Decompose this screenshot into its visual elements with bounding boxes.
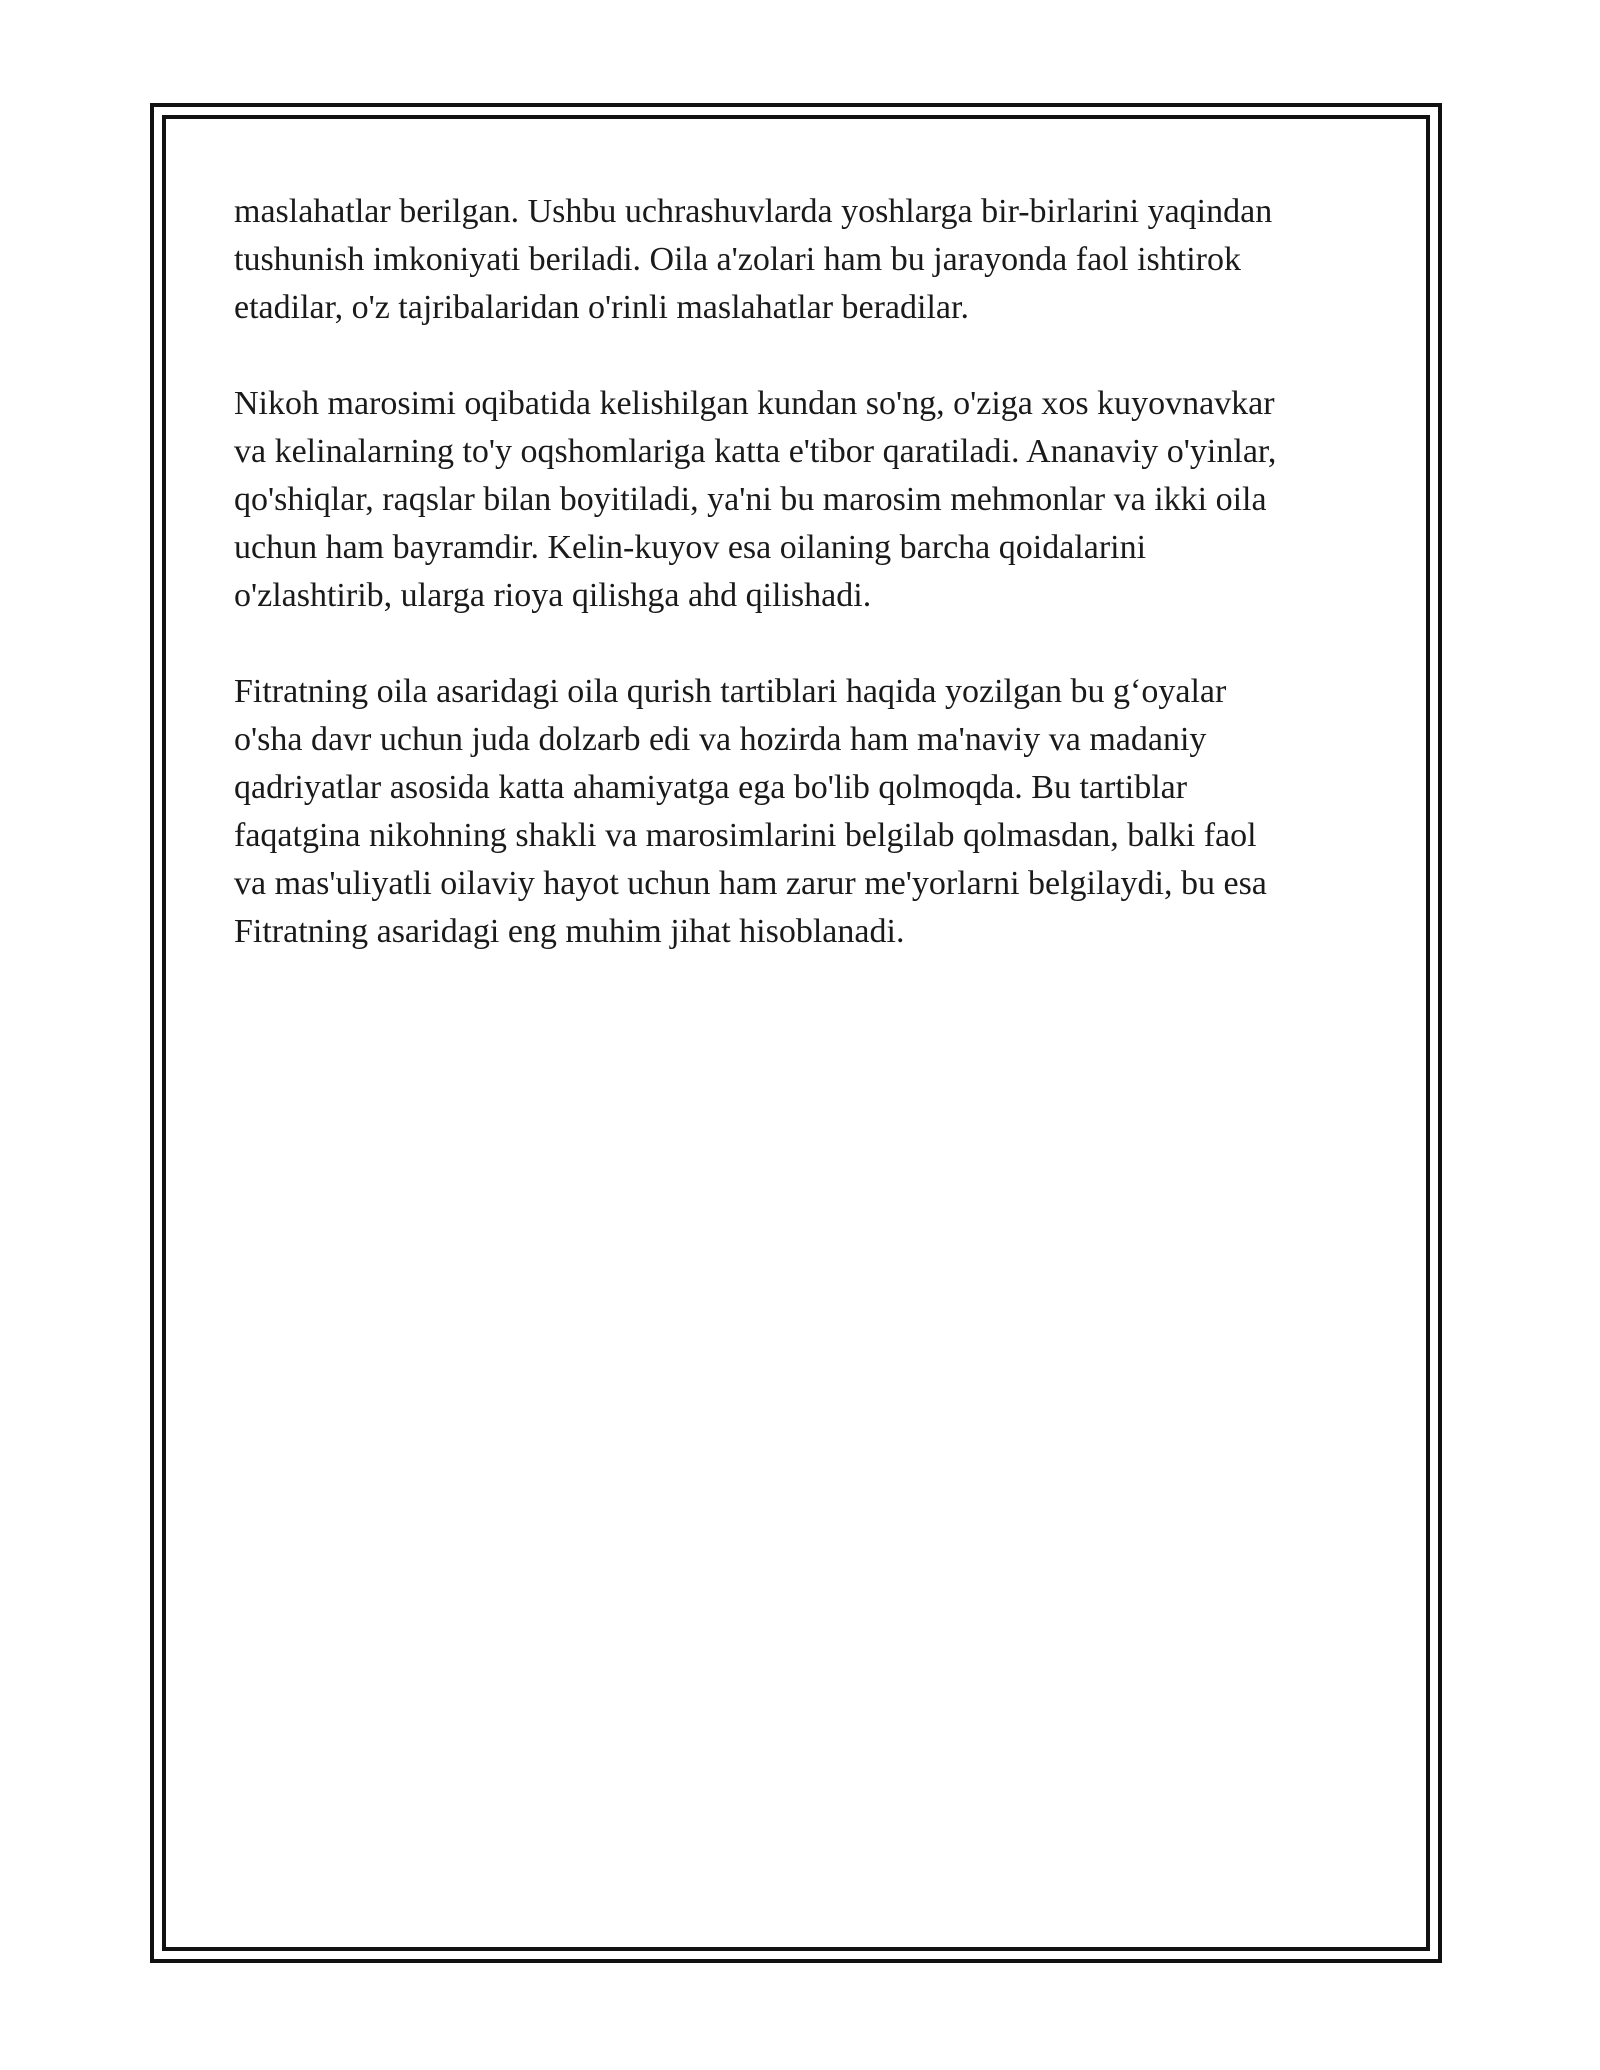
text-line: Fitratning asaridagi eng muhim jihat hisoblanadi. (234, 913, 905, 950)
text-line: Fitratning oila asaridagi oila qurish tartiblari haqida yozilgan bu g‘oyalar (234, 673, 1227, 710)
text-line: qo'shiqlar, raqslar bilan boyitiladi, ya'ni bu marosim mehmonlar va ikki oila (234, 481, 1267, 518)
text-line: qadriyatlar asosida katta ahamiyatga ega bo'lib qolmoqda. Bu tartiblar (234, 769, 1188, 806)
text-line: maslahatlar berilgan. Ushbu uchrashuvlarda yoshlarga bir-birlarini yaqindan (234, 193, 1273, 230)
text-line: o'sha davr uchun juda dolzarb edi va hozirda ham ma'naviy va madaniy (234, 721, 1207, 758)
text-line: uchun ham bayramdir. Kelin-kuyov esa oilaning barcha qoidalarini (234, 529, 1147, 566)
text-line: o'zlashtirib, ularga rioya qilishga ahd qilishadi. (234, 577, 872, 614)
text-line: faqatgina nikohning shakli va marosimlarini belgilab qolmasdan, balki faol (234, 817, 1257, 854)
text-line: Nikoh marosimi oqibatida kelishilgan kundan so'ng, o'ziga xos kuyovnavkar (234, 385, 1275, 422)
paragraph-3 (234, 668, 1374, 956)
text-line: va mas'uliyatli oilaviy hayot uchun ham zarur me'yorlarni belgilaydi, bu esa (234, 865, 1267, 902)
document-body (234, 188, 1374, 1004)
paragraph-1 (234, 188, 1374, 332)
text-line: etadilar, o'z tajribalaridan o'rinli maslahatlar beradilar. (234, 289, 969, 326)
paragraph-2 (234, 380, 1374, 620)
text-line: va kelinalarning to'y oqshomlariga katta e'tibor qaratiladi. Ananaviy o'yinlar, (234, 433, 1277, 470)
text-line: tushunish imkoniyati beriladi. Oila a'zolari ham bu jarayonda faol ishtirok (234, 241, 1242, 278)
